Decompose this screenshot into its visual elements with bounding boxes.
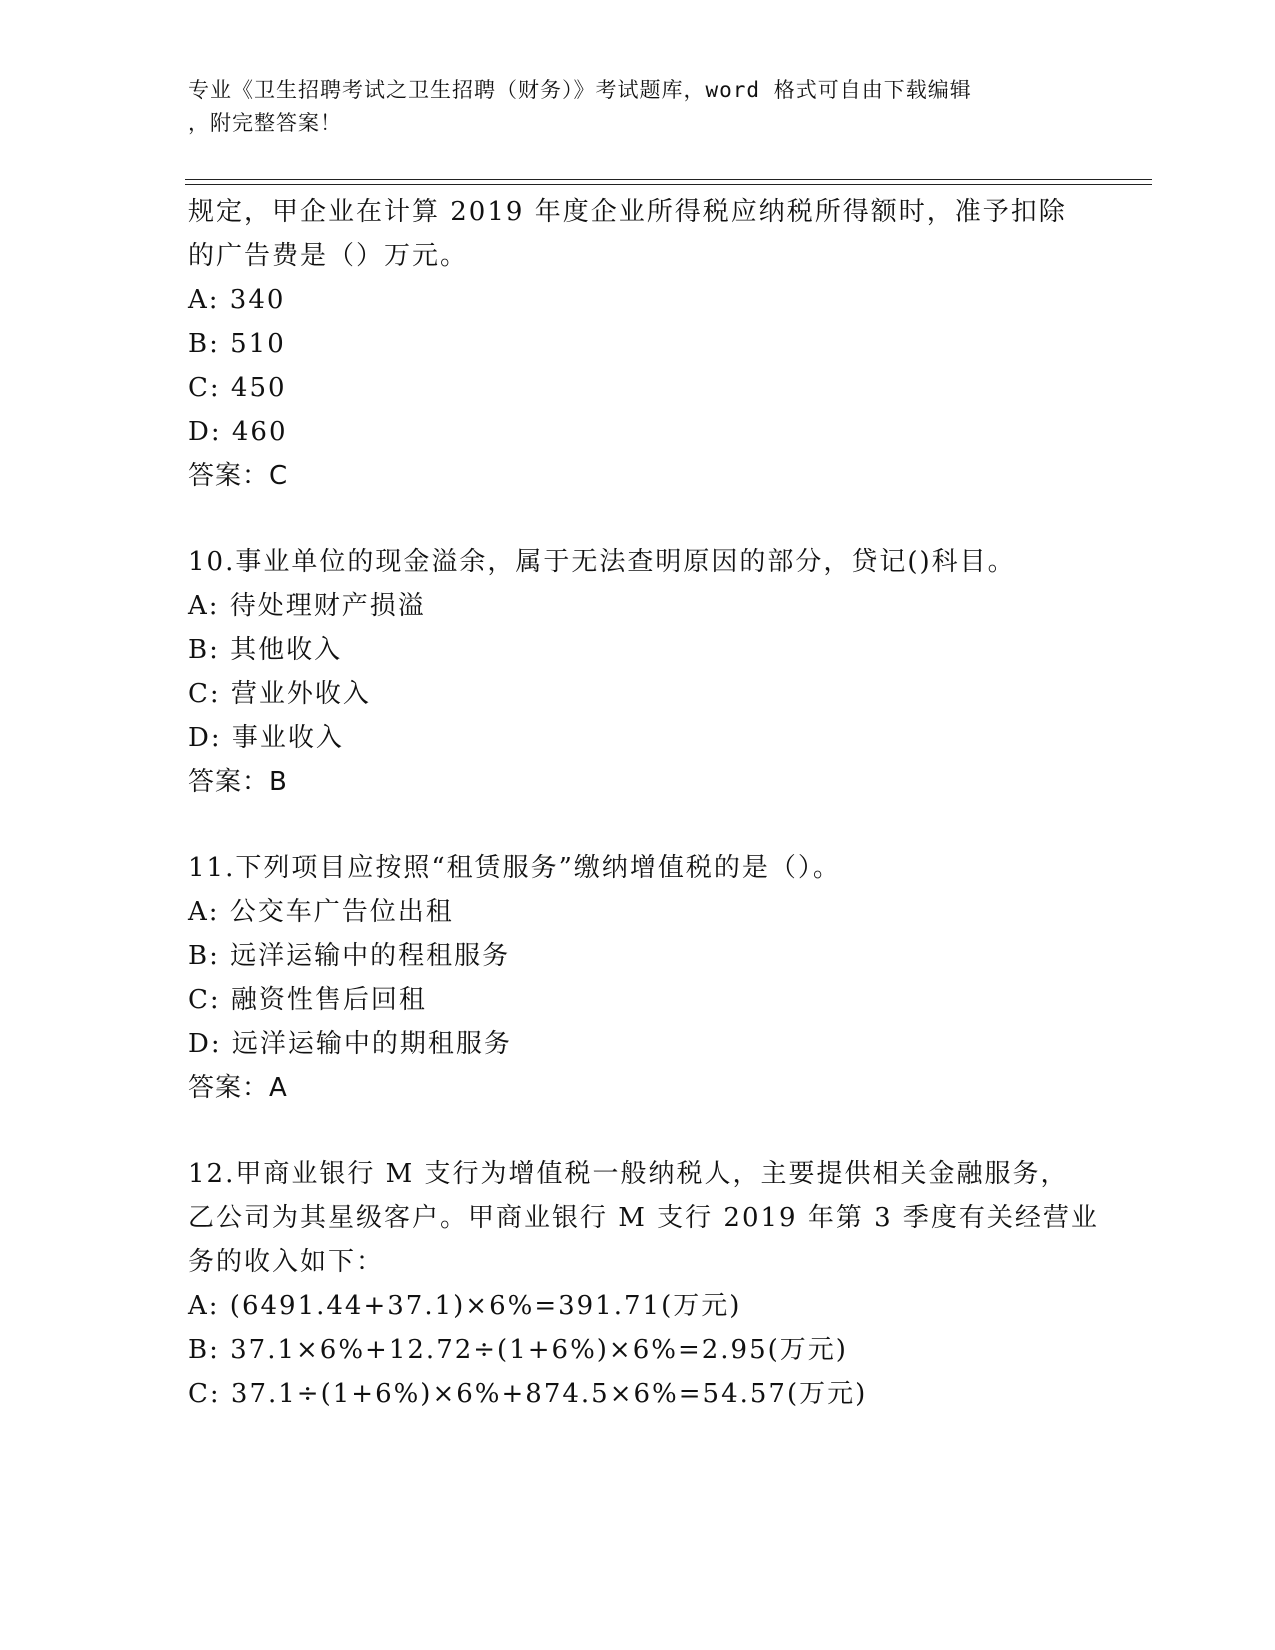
option-b: B: 510 [188,329,286,359]
question-stem-line: 乙公司为其星级客户。甲商业银行 M 支行 2019 年第 3 季度有关经营业 [188,1203,1099,1233]
question-stem-line: 规定，甲企业在计算 2019 年度企业所得税应纳税所得额时，准予扣除 [188,197,1067,227]
question-stem-line: 务的收入如下： [188,1247,385,1277]
question-9 [188,190,1088,498]
option-b: B: 其他收入 [188,635,343,665]
header-line-1: 专业《卫生招聘考试之卫生招聘（财务）》考试题库，word 格式可自由下载编辑 [188,78,972,102]
option-a: A: (6491.44+37.1)×6%=391.71(万元) [188,1291,742,1321]
header-divider-bottom [185,184,1152,185]
option-d: D: 460 [188,417,288,447]
option-a: A: 待处理财产损溢 [188,591,426,621]
option-c: C: 营业外收入 [188,679,371,709]
option-a: A: 公交车广告位出租 [188,897,454,927]
option-a: A: 340 [188,285,286,315]
option-c: C: 融资性售后回租 [188,985,427,1015]
option-d: D: 事业收入 [188,723,344,753]
question-10 [188,540,1088,804]
answer-line: 答案：B [188,767,288,797]
answer-line: 答案：C [188,461,289,491]
document-header [188,74,1088,140]
option-c: C: 37.1÷(1+6%)×6%+874.5×6%=54.57(万元) [188,1379,868,1409]
question-stem-line: 10.事业单位的现金溢余，属于无法查明原因的部分，贷记()科目。 [188,547,1016,577]
option-b: B: 37.1×6%+12.72÷(1+6%)×6%=2.95(万元) [188,1335,848,1365]
question-list [188,190,1099,1416]
question-12 [188,1152,1099,1416]
question-11 [188,846,1088,1110]
header-line-2: ，附完整答案！ [188,111,342,135]
question-stem-line: 11.下列项目应按照“租赁服务”缴纳增值税的是（）。 [188,853,841,883]
question-stem-line: 的广告费是（）万元。 [188,241,469,271]
answer-line: 答案：A [188,1073,288,1103]
option-d: D: 远洋运输中的期租服务 [188,1029,512,1059]
header-divider-top [185,179,1152,180]
question-stem-line: 12.甲商业银行 M 支行为增值税一般纳税人，主要提供相关金融服务， [188,1159,1069,1189]
option-c: C: 450 [188,373,287,403]
option-b: B: 远洋运输中的程租服务 [188,941,511,971]
